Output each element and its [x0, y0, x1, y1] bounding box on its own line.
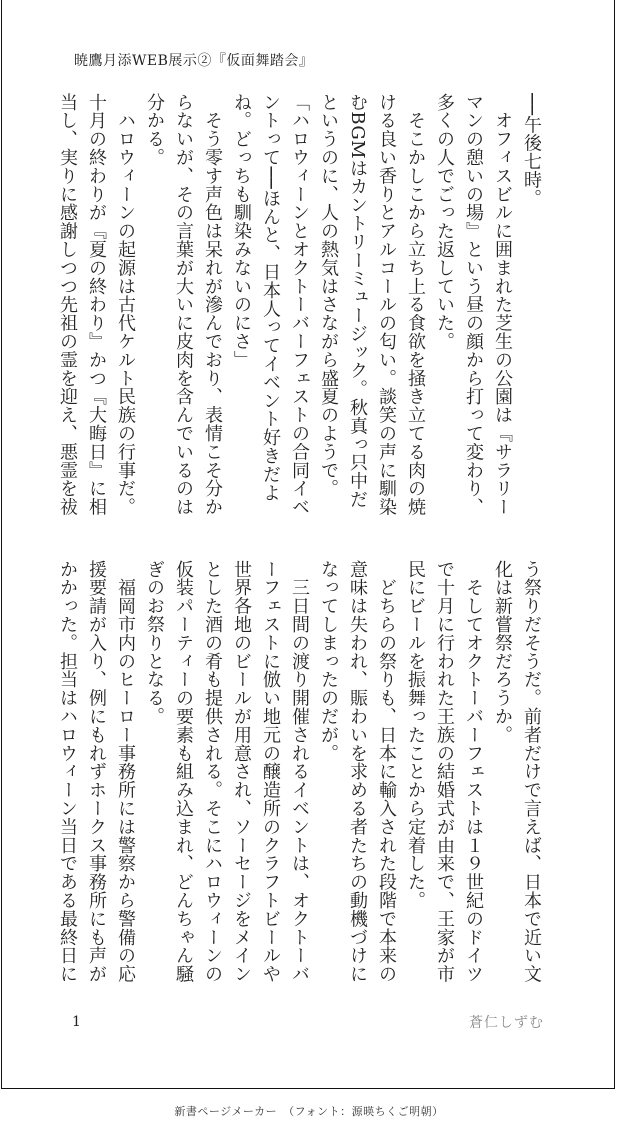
author-name: 蒼仁しずむ [469, 1015, 544, 1031]
paragraph: そこかしこから立ち上る食欲を掻き立てる肉の焼ける良い香りとアルコールの匂い。談笑の声に馴染むBGMはカントリーミュージック。秋真っ只中だというのに、人の熱気はさながら盛夏のようで。 [318, 93, 426, 517]
paragraph: 「ハロウィーンとオクトーバーフェストの合同イベントって──ほんと、日本人ってイベント好きだよね。どっちも馴染みないのにさ」 [231, 93, 310, 517]
page-number: 1 [72, 1014, 81, 1030]
upper-text-block [53, 93, 546, 518]
paragraph: オフィスビルに囲まれた芝生の公園は『サラリーマンの憩いの場』という昼の顔から打って変わり、多くの人でごった返していた。 [434, 93, 513, 517]
paragraph: 三日間の渡り開催されるイベントは、オクトーバーフェストに倣い地元の醸造所のクラフトビールや世界各地のビールが用意され、ソーセージをメインとした酒の肴も提供される。そこにハロウィーンの仮装パーティーの要素も組み込まれ、どんちゃん騒ぎのお祭りとなる。 [144, 560, 310, 984]
footer-credit: 新書ページメーカー （フォント：源暎ちくご明朝） [174, 1105, 444, 1118]
lower-text-block [53, 560, 546, 985]
page-header-title: 暁鷹月添WEB展示②『仮面舞踏会』 [74, 53, 314, 69]
page-frame [1, 0, 615, 1089]
paragraph: ハロウィーンの起源は古代ケルト民族の行事だ。十月の終わりが『夏の終わり』かつ『大晦日』に相当し、実りに感謝しつつ先祖の霊を迎え、悪霊を祓 [57, 93, 136, 517]
paragraph: ──午後七時。 [521, 93, 542, 208]
paragraph: う祭りだそうだ。前者だけで言えば、日本で近い文化は新嘗祭だろうか。 [492, 560, 542, 984]
paragraph: そう零す声色は呆れが滲んでおり、表情こそ分からないが、その言葉が大いに皮肉を含んでいるのは分かる。 [144, 93, 223, 517]
paragraph: どちらの祭りも、日本に輸入された段階で本来の意味は失われ、賑わいを求める者たちの動機づけになってしまったのだが。 [318, 560, 397, 984]
paragraph: そしてオクトーバーフェストは１９世紀のドイツで十月に行われた王族の結婚式が由来で、王家が市民にビールを振舞ったことから定着した。 [405, 560, 484, 984]
paragraph: 福岡市内のヒーロー事務所には警察から警備の応援要請が入り、例にもれずホークス事務所にも声がかかった。担当はハロウィーン当日である最終日に [57, 560, 136, 984]
